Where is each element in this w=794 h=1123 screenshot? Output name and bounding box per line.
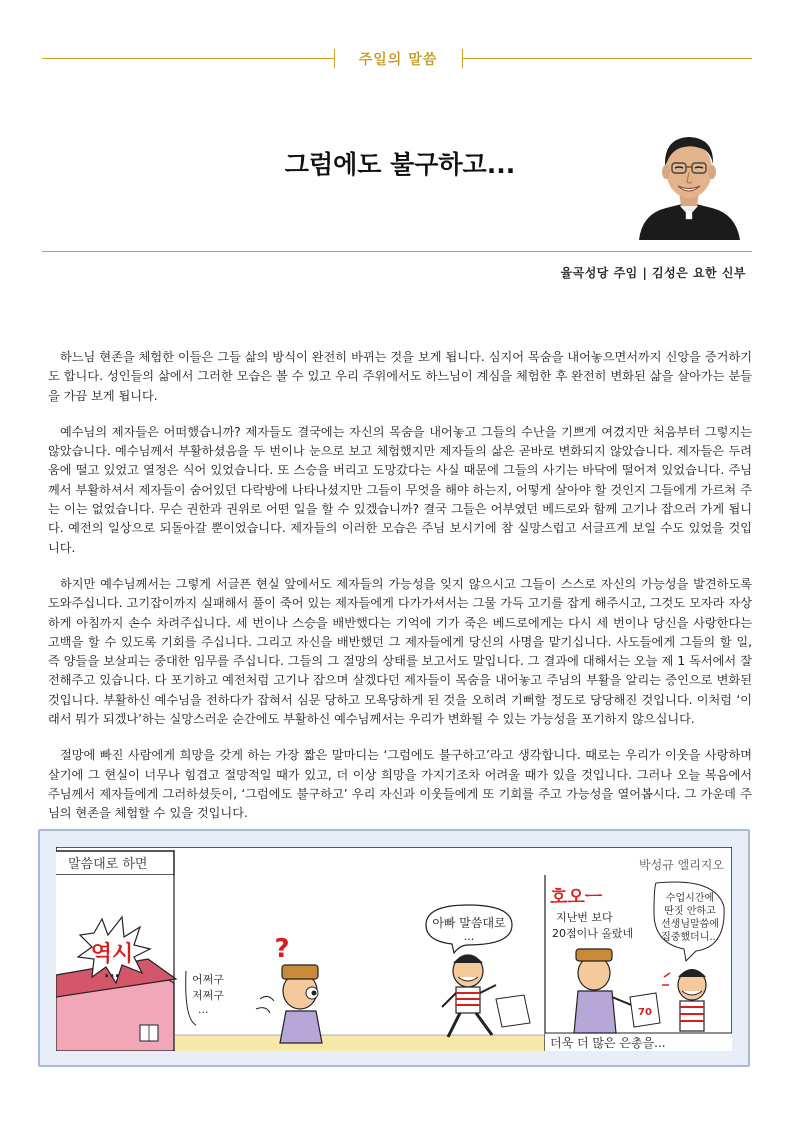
comic-burst-dots: ... <box>104 965 120 981</box>
comic-aside-line: 어쩌구 <box>192 973 224 986</box>
comic-speech-line: 아빠 말씀대로 <box>432 916 506 930</box>
header-rule-left <box>42 58 334 59</box>
comic-caption: 더욱 더 많은 은총을... <box>550 1036 666 1050</box>
comic-speech-line: 20점이나 올랐네 <box>552 927 634 940</box>
comic-strip <box>38 829 750 1067</box>
article-paragraph: 예수님의 제자들은 어떠했습니까? 제자들도 결국에는 자신의 목숨을 내어놓고 그들의 수난을 기쁘게 여겼지만 처음부터 그렇지는 않았습니다. 예수님께서 부활하셨음을 두 번이나 눈으로 보고 체험했지만 제자들의 삶은 곧바로 변화되지 않았습니다. 제자들은 두려움에 떨고 있었고 열정은 식어 있었습니다. 또 스승을 버리고 도망갔다는 사실 때문에 그들의 사기는 바닥에 떨어져 있었습니다. 주님께서 부활하셔서 제자들이 숨어있던 다락방에 나타나셨지만 그들이 무엇을 해야 하는지, 어떻게 살아야 할 것인지 그들에게 가르쳐 주는 이는 없었습니다. 무슨 권한과 권위로 어떤 일을 할 수 있겠습니까? 결국 그들은 어부였던 베드로와 함께 고기나 잡으러 가게 됩니다. 예전의 일상으로 되돌아갈 뿐이었습니다. 제자들의 이러한 모습은 주님 보시기에 참 실망스럽고 서글프게 보일 수도 있었을 것입니다. <box>48 424 752 555</box>
comic-test-score: 70 <box>638 1007 652 1018</box>
article-paragraph: 절망에 빠진 사람에게 희망을 갖게 하는 가장 짧은 말마디는 ‘그럼에도 불구하고’라고 생각합니다. 때로는 우리가 이웃을 사랑하며 살기에 그 현실이 너무나 힘겹고 절망적일 때가 있고, 더 이상 희망을 가지기조차 어려울 때가 있을 것입니다. 그러나 오늘 복음에서 주님께서 제자들에게 그러하셨듯이, ‘그럼에도 불구하고’ 우리 자신과 이웃들에게 또 기회를 주고 가능성을 열어봅시다. 그 가운데 주님의 현존을 체험할 수 있을 것입니다. <box>48 748 752 821</box>
article-paragraph: 하느님 현존을 체험한 이들은 그들 삶의 방식이 완전히 바뀌는 것을 보게 됩니다. 심지어 목숨을 내어놓으면서까지 신앙을 증거하기도 합니다. 성인들의 삶에서 그러한 모습은 볼 수 있고 우리 주위에서도 하느님이 계심을 체험한 후 완전히 변화된 삶을 살아가는 분들을 가끔 보게 됩니다. <box>48 350 752 403</box>
article-paragraph: 하지만 예수님께서는 그렇게 서글픈 현실 앞에서도 제자들의 가능성을 잊지 않으시고 그들이 스스로 자신의 가능성을 발견하도록 도와주십니다. 고기잡이까지 실패해서 풀이 죽어 있는 제자들에게 다가가셔서는 그물 가득 고기를 잡게 해주시고, 그것도 모자라 자상하게 아침까지 손수 차려주십니다. 세 번이나 스승을 배반했다는 기억에 기가 죽은 베드로에게는 다시 세 번이나 당신을 사랑한다는 고백을 할 수 있도록 기회를 주십니다. 그리고 자신을 배반했던 그 제자들에게 당신의 사명을 맡기십니다. 사도들에게 그들의 할 일, 즉 양들을 보살피는 중대한 임무를 주십니다. 그들의 그 절망의 상태를 보고서도 말입니다. 그 결과에 대해서는 오늘 제 1 독서에서 잘 전해주고 있습니다. 다 포기하고 예전처럼 고기나 잡으며 살겠다던 제자들이 목숨을 내어놓고 주님의 부활을 알리는 증인으로 변화된 것입니다. 부활하신 예수님을 전하다가 잡혀서 심문 당하고 모욕당하게 된 것을 오히려 기뻐할 정도로 당당해진 것입니다. 이처럼 ‘이래서 뭐가 되겠나’하는 실망스러운 순간에도 부활하신 예수님께서는 우리가 변화될 수 있는 가능성을 포기하지 않으십니다. <box>48 576 752 727</box>
article-byline: 율곡성당 주임 | 김성은 요한 신부 <box>560 266 746 280</box>
comic-speech-line: 지난번 보다 <box>556 911 613 924</box>
comic-aside-line: 저쩌구 <box>192 989 224 1002</box>
comic-illustration <box>56 847 732 1051</box>
comic-kid-line: 수업시간에 <box>665 893 715 904</box>
comic-kid-line: 선생님말씀에 <box>661 919 719 930</box>
priest-portrait <box>634 118 744 240</box>
comic-aside-line: ... <box>198 1003 209 1016</box>
section-title: 주일의 말씀 <box>358 52 438 68</box>
comic-exclaim: 호오ㅡ <box>550 887 603 908</box>
article-body <box>48 348 752 841</box>
header-divider <box>42 251 752 252</box>
comic-burst-text: 역시 <box>90 942 134 967</box>
article-title: 그럼에도 불구하고... <box>284 150 516 179</box>
comic-kid-line: 딴짓 안하고 <box>664 906 716 917</box>
header-rule-right <box>462 58 752 59</box>
comic-author: 박성규 엘리지오 <box>639 858 724 872</box>
comic-kid-line: 집중했더니... <box>661 932 719 943</box>
comic-speech-line: ... <box>463 930 475 943</box>
comic-series-title: 말씀대로 하면 <box>68 857 148 872</box>
comic-question-mark: ? <box>274 934 290 964</box>
